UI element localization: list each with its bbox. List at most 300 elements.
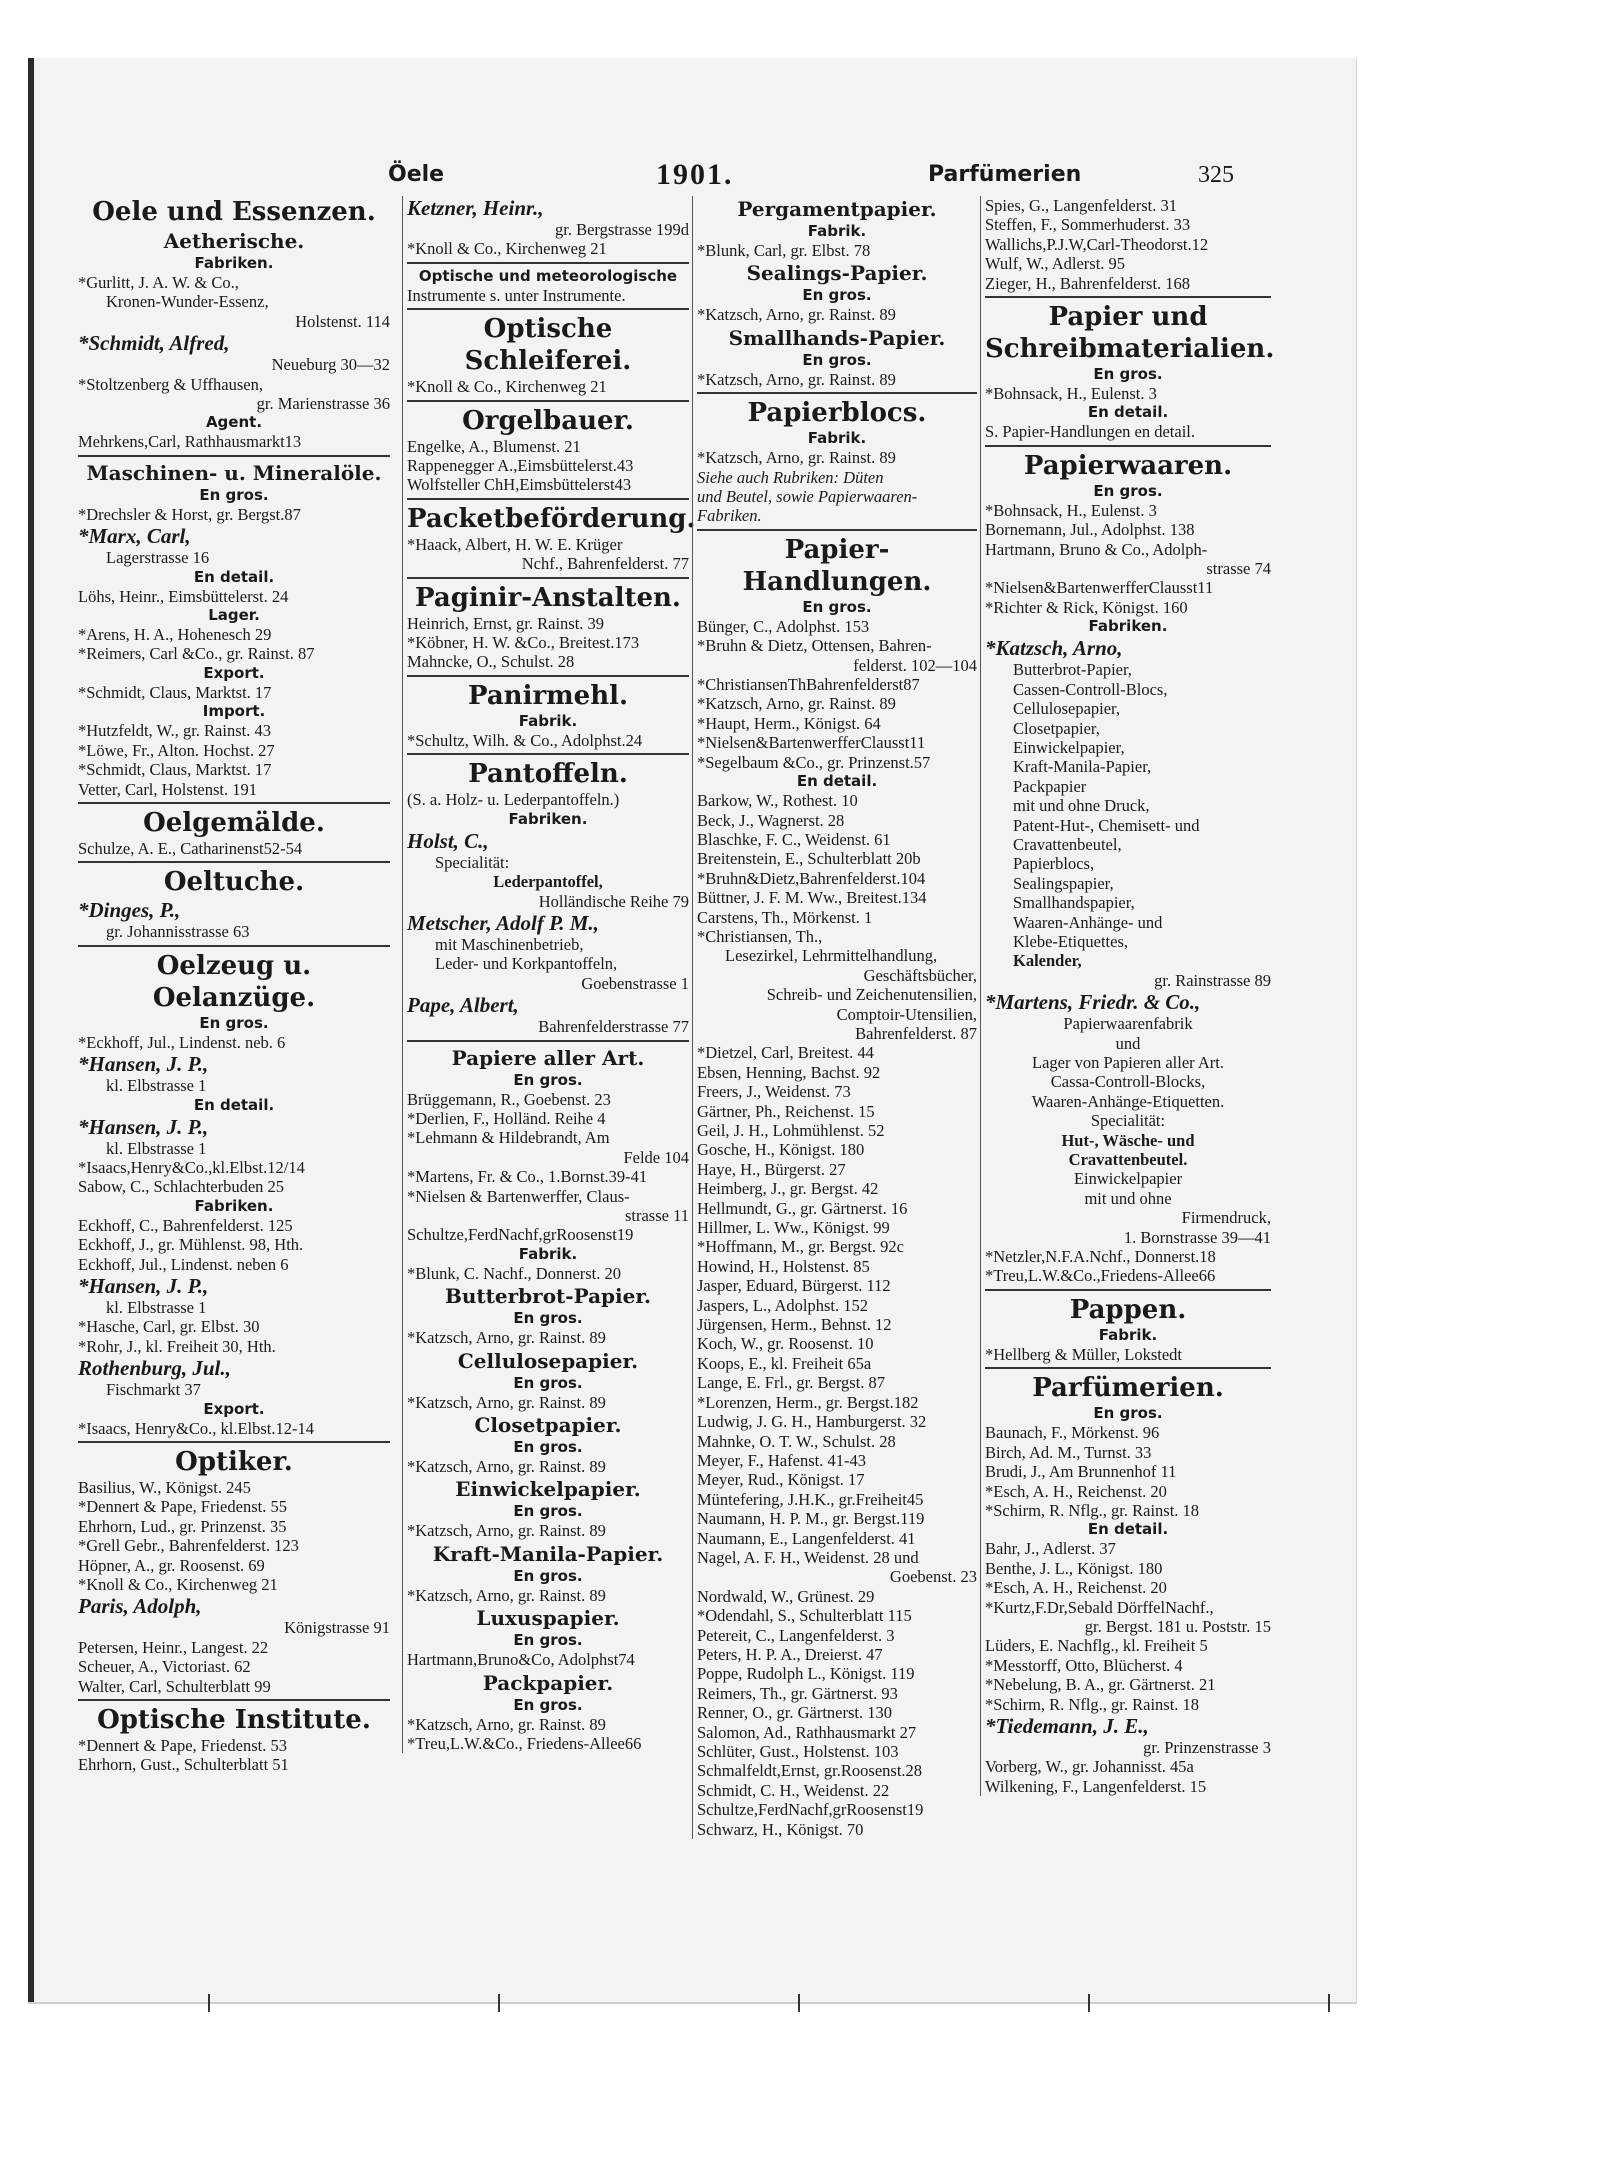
directory-entry: *Messtorff, Otto, Blücherst. 4: [985, 1655, 1183, 1675]
directory-entry: Spies, G., Langenfelderst. 31: [985, 196, 1177, 215]
edge-mark: [208, 1994, 210, 2012]
directory-entry: gr. Marienstrasse 36: [256, 394, 390, 414]
directory-entry: *Segelbaum &Co., gr. Prinzenst.57: [697, 752, 931, 772]
directory-entry: Papierwaarenfabrik: [1063, 1014, 1193, 1034]
directory-entry: Bahr, J., Adlerst. 37: [985, 1539, 1116, 1559]
section-divider: [407, 498, 689, 500]
subsection-label: En gros.: [802, 350, 872, 369]
directory-entry: Naumann, H. P. M., gr. Bergst.119: [697, 1509, 925, 1529]
directory-entry: *Knoll & Co., Kirchenweg 21: [407, 239, 607, 259]
subsection-label: Fabrik.: [518, 711, 578, 730]
directory-entry: Lagerstrasse 16: [106, 548, 210, 568]
directory-entry: Cellulosepapier,: [1013, 699, 1121, 719]
subsection-label: Fabrik.: [1098, 1325, 1158, 1344]
directory-entry: Kraft-Manila-Papier,: [1013, 757, 1152, 777]
directory-entry: Höpner, A., gr. Roosenst. 69: [78, 1555, 265, 1575]
directory-entry: Wulf, W., Adlerst. 95: [985, 254, 1126, 274]
directory-entry: Schultze,FerdNachf,grRoosenst19: [697, 1800, 924, 1820]
section-divider: [407, 262, 689, 264]
directory-entry: kl. Elbstrasse 1: [106, 1297, 207, 1317]
directory-entry: Closetpapier,: [1013, 718, 1100, 738]
subsection-label: En gros.: [802, 597, 872, 616]
section-divider: [985, 1289, 1271, 1291]
directory-entry: *Nielsen&BartenwerfferClausst11: [985, 578, 1214, 598]
section-heading: Papierwaaren.: [1023, 450, 1233, 481]
directory-entry: Hartmann,Bruno&Co, Adolphst74: [407, 1650, 635, 1670]
subsection-label: En gros.: [513, 1695, 583, 1714]
directory-entry: *Dietzel, Carl, Breitest. 44: [697, 1043, 874, 1063]
directory-entry: Hillmer, L. Ww., Königst. 99: [697, 1218, 890, 1238]
directory-entry: und: [1115, 1033, 1141, 1053]
directory-entry: Lesezirkel, Lehrmittelhandlung,: [725, 946, 938, 966]
directory-entry: Mehrkens,Carl, Rathhausmarkt13: [78, 432, 302, 452]
directory-entry: *Bruhn&Dietz,Bahrenfelderst.104: [697, 868, 926, 888]
directory-entry: *Haupt, Herm., Königst. 64: [697, 713, 881, 733]
directory-entry: *Blunk, Carl, gr. Elbst. 78: [697, 241, 871, 260]
subsection-label: En gros.: [199, 1013, 269, 1032]
section-heading: Butterbrot-Papier.: [444, 1284, 651, 1309]
directory-entry: Patent-Hut-, Chemisett- und: [1013, 815, 1200, 835]
directory-entry: Schulze, A. E., Catharinenst52-54: [78, 838, 303, 858]
directory-entry: Eckhoff, J., gr. Mühlenst. 98, Hth.: [78, 1235, 304, 1255]
directory-entry: Scheuer, A., Victoriast. 62: [78, 1657, 251, 1677]
directory-entry: Einwickelpapier,: [1013, 737, 1125, 757]
directory-entry: Ehrhorn, Gust., Schulterblatt 51: [78, 1755, 289, 1775]
directory-entry: *Löwe, Fr., Alton. Hochst. 27: [78, 740, 275, 760]
subsection-label: Fabriken.: [508, 809, 588, 828]
directory-entry: Nchf., Bahrenfelderst. 77: [521, 554, 689, 574]
section-divider: [78, 861, 390, 863]
section-heading: Paginir-Anstalten.: [415, 582, 681, 613]
subsection-label: En gros.: [513, 1631, 583, 1650]
directory-entry: *Reimers, Carl &Co., gr. Rainst. 87: [78, 644, 315, 664]
column-4: [980, 196, 1275, 1796]
directory-entry: Meyer, Rud., Königst. 17: [697, 1470, 865, 1490]
directory-entry: Salomon, Ad., Rathhausmarkt 27: [697, 1722, 917, 1742]
directory-entry: Nagel, A. F. H., Weidenst. 28 und: [697, 1547, 919, 1567]
directory-entry: (S. a. Holz- u. Lederpantoffeln.): [407, 790, 620, 810]
directory-entry: *Hoffmann, M., gr. Bergst. 92c: [697, 1237, 904, 1257]
directory-entry: Ludwig, J. G. H., Hamburgerst. 32: [697, 1412, 927, 1432]
section-heading: Einwickelpapier.: [455, 1477, 641, 1502]
section-divider: [407, 675, 689, 677]
directory-entry: *ChristiansenThBahrenfelderst87: [697, 675, 920, 695]
firm-name: *Katzsch, Arno,: [985, 636, 1123, 661]
subsection-label: Fabrik.: [807, 222, 867, 240]
directory-entry: Mahncke, O., Schulst. 28: [407, 652, 575, 672]
directory-entry: *Kurtz,F.Dr,Sebald DörffelNachf.,: [985, 1597, 1214, 1617]
section-heading: Packetbeförderung.: [407, 503, 696, 534]
directory-entry: *Hellberg & Müller, Lokstedt: [985, 1344, 1183, 1364]
directory-entry: Fischmarkt 37: [106, 1380, 201, 1400]
section-heading: Papierblocs.: [747, 398, 927, 429]
subsection-label: En gros.: [513, 1309, 583, 1328]
subsection-label: En gros.: [802, 286, 872, 305]
directory-entry: *Eckhoff, Jul., Lindenst. neb. 6: [78, 1032, 286, 1052]
directory-entry: *Esch, A. H., Reichenst. 20: [985, 1578, 1167, 1598]
directory-entry: Rappenegger A.,Eimsbüttelerst.43: [407, 456, 634, 476]
firm-name: Holst, C.,: [407, 828, 489, 853]
directory-entry: Walter, Carl, Schulterblatt 99: [78, 1676, 271, 1696]
directory-entry: *Knoll & Co., Kirchenweg 21: [78, 1575, 278, 1595]
subsection-label: En detail.: [1087, 1520, 1169, 1539]
directory-entry: Peters, H. P. A., Dreierst. 47: [697, 1644, 883, 1664]
section-heading: Pantoffeln.: [468, 759, 628, 790]
directory-entry: und Beutel, sowie Papierwaaren-: [697, 487, 918, 507]
directory-entry: Meyer, F., Hafenst. 41-43: [697, 1450, 866, 1470]
section-divider: [78, 802, 390, 804]
directory-entry: Bornemann, Jul., Adolphst. 138: [985, 520, 1195, 540]
firm-name: *Hansen, J. P.,: [78, 1114, 209, 1139]
directory-entry: 1. Bornstrasse 39—41: [1123, 1227, 1271, 1247]
directory-entry: Butterbrot-Papier,: [1013, 660, 1132, 680]
section-heading: Cellulosepapier.: [457, 1348, 639, 1373]
directory-entry: *Katzsch, Arno, gr. Rainst. 89: [697, 694, 896, 714]
directory-entry: *Isaacs, Henry&Co., kl.Elbst.12-14: [78, 1418, 315, 1438]
directory-entry: Klebe-Etiquettes,: [1013, 931, 1129, 951]
firm-name: *Martens, Friedr. & Co.,: [985, 990, 1201, 1015]
firm-name: *Dinges, P.,: [78, 898, 181, 923]
section-divider: [407, 753, 689, 755]
directory-entry: Löhs, Heinr., Eimsbüttelerst. 24: [78, 586, 289, 606]
edge-mark: [798, 1994, 800, 2012]
directory-entry: Koops, E., kl. Freiheit 65a: [697, 1353, 872, 1373]
column-3: [692, 196, 977, 1839]
directory-entry: gr. Johannisstrasse 63: [106, 922, 250, 942]
section-divider: [407, 577, 689, 579]
subsection-label: Export.: [203, 1399, 265, 1418]
directory-entry: Jasper, Eduard, Bürgerst. 112: [697, 1276, 891, 1296]
directory-entry: Heimberg, J., gr. Bergst. 42: [697, 1179, 879, 1199]
directory-entry: Nordwald, W., Grünest. 29: [697, 1586, 875, 1606]
directory-entry: Lange, E. Frl., gr. Bergst. 87: [697, 1373, 886, 1393]
directory-entry: *Treu,L.W.&Co.,Friedens-Allee66: [985, 1266, 1216, 1286]
directory-entry: felderst. 102—104: [853, 655, 977, 675]
directory-entry: Wilkening, F., Langenfelderst. 15: [985, 1776, 1207, 1796]
directory-entry: Koch, W., gr. Roosenst. 10: [697, 1334, 874, 1354]
directory-entry: Bahrenfelderstrasse 77: [538, 1017, 689, 1037]
directory-entry: Müntefering, J.H.K., gr.Freiheit45: [697, 1489, 924, 1509]
directory-entry: *Nebelung, B. A., gr. Gärtnerst. 21: [985, 1675, 1216, 1695]
section-heading: Smallhands-Papier.: [728, 325, 946, 350]
directory-entry: Cassa-Controll-Blocks,: [1050, 1072, 1206, 1092]
directory-entry: *Gurlitt, J. A. W. & Co.,: [78, 273, 239, 292]
section-divider: [78, 1441, 390, 1443]
directory-entry: *Arens, H. A., Hohenesch 29: [78, 625, 272, 645]
subsection-label: En gros.: [1093, 1404, 1163, 1423]
section-heading: Pappen.: [1069, 1294, 1187, 1325]
directory-entry: gr. Bergst. 181 u. Poststr. 15: [1084, 1616, 1271, 1636]
directory-entry: Kalender,: [1013, 951, 1082, 971]
directory-entry: Cravattenbeutel,: [1013, 834, 1122, 854]
directory-entry: Jürgensen, Herm., Behnst. 12: [697, 1315, 892, 1335]
directory-entry: *Katzsch, Arno, gr. Rainst. 89: [407, 1585, 606, 1605]
directory-entry: Bünger, C., Adolphst. 153: [697, 616, 870, 636]
directory-entry: *Lorenzen, Herm., gr. Bergst.182: [697, 1392, 919, 1412]
directory-entry: Ehrhorn, Lud., gr. Prinzenst. 35: [78, 1516, 287, 1536]
subsection-label: En detail.: [1087, 403, 1169, 422]
directory-entry: *Katzsch, Arno, gr. Rainst. 89: [697, 369, 896, 389]
directory-entry: Holländische Reihe 79: [538, 891, 689, 911]
section-heading: Papier und: [1048, 302, 1208, 333]
directory-entry: *Schirm, R. Nflg., gr. Rainst. 18: [985, 1500, 1200, 1520]
directory-entry: Instrumente s. unter Instrumente.: [407, 285, 626, 305]
directory-entry: *Nielsen & Bartenwerffer, Claus-: [407, 1186, 630, 1206]
subsection-label: En detail.: [193, 567, 275, 586]
directory-entry: *Katzsch, Arno, gr. Rainst. 89: [407, 1521, 606, 1541]
directory-entry: *Grell Gebr., Bahrenfelderst. 123: [78, 1536, 299, 1556]
directory-entry: Jaspers, L., Adolphst. 152: [697, 1295, 868, 1315]
subsection-label: En gros.: [1093, 365, 1163, 384]
subsection-label: En gros.: [513, 1502, 583, 1521]
directory-entry: Waaren-Anhänge-Etiquetten.: [1031, 1091, 1225, 1111]
section-divider: [407, 400, 689, 402]
firm-name: *Marx, Carl,: [78, 524, 191, 549]
firm-name: Pape, Albert,: [407, 993, 519, 1018]
directory-entry: *Martens, Fr. & Co., 1.Bornst.39-41: [407, 1167, 648, 1187]
directory-entry: *Schmidt, Claus, Marktst. 17: [78, 760, 272, 780]
directory-entry: Petereit, C., Langenfelderst. 3: [697, 1625, 895, 1645]
firm-name: *Tiedemann, J. E.,: [985, 1713, 1149, 1738]
directory-entry: Birch, Ad. M., Turnst. 33: [985, 1442, 1152, 1462]
directory-entry: *Bohnsack, H., Eulenst. 3: [985, 500, 1157, 520]
directory-entry: *Bruhn & Dietz, Ottensen, Bahren-: [697, 636, 932, 656]
directory-entry: Blaschke, F. C., Weidenst. 61: [697, 829, 891, 849]
directory-entry: Wolfsteller ChH,Eimsbüttelerst43: [407, 475, 632, 495]
directory-entry: Barkow, W., Rothest. 10: [697, 791, 858, 811]
directory-entry: *Dennert & Pape, Friedenst. 55: [78, 1497, 287, 1517]
section-heading: Kraft-Manila-Papier.: [432, 1541, 664, 1566]
section-heading: Oelzeug u. Oelanzüge.: [152, 950, 316, 1013]
directory-entry: Lager von Papieren aller Art.: [1032, 1053, 1224, 1072]
directory-entry: *Hutzfeldt, W., gr. Rainst. 43: [78, 721, 271, 741]
directory-entry: Vorberg, W., gr. Johannisst. 45a: [985, 1757, 1194, 1777]
directory-entry: Hellmundt, G., gr. Gärtnerst. 16: [697, 1198, 908, 1218]
edge-mark: [1088, 1994, 1090, 2012]
directory-entry: Gärtner, Ph., Reichenst. 15: [697, 1101, 875, 1121]
directory-entry: *Katzsch, Arno, gr. Rainst. 89: [407, 1457, 606, 1476]
edge-mark: [498, 1994, 500, 2012]
section-heading: Aetherische.: [163, 229, 305, 253]
column-1: [78, 196, 390, 1775]
directory-entry: Freers, J., Weidenst. 73: [697, 1082, 851, 1102]
directory-entry: gr. Bergstrasse 199d: [555, 220, 689, 239]
page-header: [28, 158, 1356, 198]
section-heading: Panirmehl.: [467, 680, 629, 711]
section-divider: [697, 392, 977, 394]
directory-entry: Kronen-Wunder-Essenz,: [106, 292, 269, 312]
directory-entry: *Richter & Rick, Königst. 160: [985, 597, 1188, 617]
directory-entry: Schmidt, C. H., Weidenst. 22: [697, 1780, 890, 1800]
firm-name: Metscher, Adolf P. M.,: [407, 910, 599, 935]
directory-entry: Eckhoff, C., Bahrenfelderst. 125: [78, 1215, 293, 1235]
directory-entry: Renner, O., gr. Gärtnerst. 130: [697, 1703, 893, 1723]
directory-entry: Packpapier: [1013, 776, 1087, 796]
directory-entry: Schlüter, Gust., Holstenst. 103: [697, 1742, 899, 1761]
section-divider: [78, 455, 390, 457]
directory-entry: Eckhoff, Jul., Lindenst. neben 6: [78, 1254, 289, 1274]
directory-entry: S. Papier-Handlungen en detail.: [985, 422, 1195, 442]
directory-entry: Goebenstrasse 1: [581, 973, 689, 993]
directory-entry: Baunach, F., Mörkenst. 96: [985, 1423, 1160, 1443]
section-heading: Oelgemälde.: [143, 807, 325, 838]
directory-entry: Cravattenbeutel.: [1068, 1150, 1188, 1170]
directory-entry: strasse 11: [624, 1205, 689, 1225]
directory-entry: Haye, H., Bürgerst. 27: [697, 1159, 846, 1179]
directory-entry: Firmendruck,: [1181, 1208, 1271, 1228]
subsection-label: Lager.: [208, 606, 260, 625]
directory-entry: Lederpantoffel,: [493, 872, 603, 892]
directory-entry: Specialität:: [435, 852, 510, 872]
subsection-label: Fabriken.: [1088, 617, 1168, 636]
section-heading: Parfümerien.: [1032, 1373, 1224, 1404]
directory-entry: *Haack, Albert, H. W. E. Krüger: [407, 534, 623, 554]
directory-entry: Geil, J. H., Lohmühlenst. 52: [697, 1121, 885, 1140]
header-right: Parfümerien: [928, 162, 1082, 187]
subsection-label: Import.: [202, 702, 266, 721]
section-divider: [407, 1040, 689, 1042]
directory-entry: *Netzler,N.F.A.Nchf., Donnerst.18: [985, 1247, 1216, 1267]
subsection-label: En gros.: [513, 1070, 583, 1089]
directory-entry: *Schultz, Wilh. & Co., Adolphst.24: [407, 730, 643, 750]
section-heading: Oele und Essenzen.: [92, 197, 376, 227]
directory-entry: *Derlien, F., Holländ. Reihe 4: [407, 1108, 606, 1128]
directory-entry: Felde 104: [623, 1147, 689, 1167]
directory-entry: *Dennert & Pape, Friedenst. 53: [78, 1736, 287, 1756]
directory-entry: Wallichs,P.J.W,Carl-Theodorst.12: [985, 234, 1209, 254]
page-bottom-edge: [28, 2002, 1356, 2012]
directory-entry: Leder- und Korkpantoffeln,: [435, 954, 618, 974]
section-heading: Packpapier.: [482, 1670, 614, 1695]
directory-entry: Königstrasse 91: [284, 1618, 390, 1638]
subsection-label: Fabrik.: [807, 429, 867, 448]
directory-entry: *Köbner, H. W. &Co., Breitest.173: [407, 633, 640, 653]
firm-name: Rothenburg, Jul.,: [78, 1356, 231, 1381]
binding-edge: [28, 58, 34, 2002]
directory-entry: Comptoir-Utensilien,: [836, 1004, 977, 1024]
directory-entry: kl. Elbstrasse 1: [106, 1138, 207, 1158]
directory-entry: *Bohnsack, H., Eulenst. 3: [985, 384, 1157, 404]
subsection-label: En gros.: [199, 485, 269, 504]
directory-entry: Carstens, Th., Mörkenst. 1: [697, 907, 873, 927]
firm-name: *Hansen, J. P.,: [78, 1052, 209, 1077]
directory-entry: *Blunk, C. Nachf., Donnerst. 20: [407, 1263, 622, 1283]
subsection-label: En gros.: [513, 1566, 583, 1585]
directory-entry: Engelke, A., Blumenst. 21: [407, 436, 581, 456]
directory-entry: Specialität:: [1090, 1111, 1166, 1131]
section-heading: Orgelbauer.: [462, 405, 634, 436]
directory-entry: Büttner, J. F. M. Ww., Breitest.134: [697, 888, 927, 908]
directory-entry: Brüggemann, R., Goebenst. 23: [407, 1089, 611, 1109]
firm-name: *Hansen, J. P.,: [78, 1273, 209, 1298]
directory-entry: strasse 74: [1206, 559, 1271, 579]
directory-entry: *Katzsch, Arno, gr. Rainst. 89: [407, 1328, 606, 1348]
directory-entry: *Knoll & Co., Kirchenweg 21: [407, 377, 607, 397]
section-heading: Schreibmaterialien.: [985, 334, 1275, 365]
directory-entry: *Christiansen, Th.,: [697, 926, 823, 946]
directory-entry: *Katzsch, Arno, gr. Rainst. 89: [407, 1392, 606, 1412]
directory-entry: Vetter, Carl, Holstenst. 191: [78, 779, 257, 799]
subsection-label: Fabrik.: [518, 1244, 578, 1263]
directory-entry: Schreib- und Zeichenutensilien,: [766, 985, 977, 1005]
directory-entry: Fabriken.: [697, 506, 762, 526]
directory-entry: Gosche, H., Königst. 180: [697, 1140, 865, 1160]
directory-entry: *Hasche, Carl, gr. Elbst. 30: [78, 1317, 260, 1337]
firm-name: *Schmidt, Alfred,: [78, 331, 230, 356]
directory-entry: *Nielsen&BartenwerfferClausst11: [697, 733, 926, 753]
directory-entry: *Rohr, J., kl. Freiheit 30, Hth.: [78, 1336, 276, 1356]
page-number: 325: [1198, 162, 1234, 188]
directory-entry: *Katzsch, Arno, gr. Rainst. 89: [697, 305, 896, 325]
directory-entry: mit Maschinenbetrieb,: [435, 934, 584, 954]
section-heading: Closetpapier.: [474, 1413, 622, 1437]
section-heading: Optiker.: [175, 1447, 293, 1477]
directory-entry: Geschäftsbücher,: [863, 965, 977, 985]
directory-entry: Brudi, J., Am Brunnenhof 11: [985, 1462, 1177, 1482]
section-heading: Pergamentpapier.: [737, 197, 937, 221]
directory-entry: Schultze,FerdNachf,grRoosenst19: [407, 1225, 634, 1245]
subsection-label: En detail.: [193, 1095, 275, 1114]
subsection-label: Fabriken.: [194, 254, 274, 272]
firm-name: Paris, Adolph,: [78, 1594, 202, 1619]
directory-entry: Basilius, W., Königst. 245: [78, 1478, 251, 1497]
directory-entry: Goebenst. 23: [889, 1567, 977, 1587]
column-2: [402, 196, 696, 1754]
section-divider: [78, 1699, 390, 1701]
directory-entry: *Lehmann & Hildebrandt, Am: [407, 1128, 610, 1148]
directory-entry: Bahrenfelderst. 87: [855, 1023, 977, 1043]
section-heading: Optische Schleiferei.: [464, 314, 632, 377]
subsection-label: Agent.: [205, 413, 263, 432]
directory-entry: Papierblocs,: [1013, 854, 1095, 874]
directory-entry: Neueburg 30—32: [271, 355, 390, 375]
directory-entry: *Esch, A. H., Reichenst. 20: [985, 1481, 1167, 1501]
subsection-label: En gros.: [513, 1373, 583, 1392]
subsection-label: Fabriken.: [194, 1196, 274, 1215]
directory-entry: gr. Prinzenstrasse 3: [1143, 1737, 1271, 1757]
section-divider: [78, 945, 390, 947]
section-heading: Luxuspapier.: [476, 1606, 620, 1631]
directory-entry: Steffen, F., Sommerhuderst. 33: [985, 215, 1191, 235]
subsection-label: En gros.: [513, 1438, 583, 1456]
directory-entry: Mahnke, O. T. W., Schulst. 28: [697, 1431, 896, 1451]
directory-entry: *Treu,L.W.&Co., Friedens-Allee66: [407, 1734, 642, 1754]
directory-entry: Schmalfeldt,Ernst, gr.Roosenst.28: [697, 1761, 923, 1781]
directory-entry: Hut-, Wäsche- und: [1061, 1130, 1195, 1150]
section-divider: [985, 1367, 1271, 1369]
directory-entry: Heinrich, Ernst, gr. Rainst. 39: [407, 613, 605, 633]
firm-name: Ketzner, Heinr.,: [407, 196, 544, 220]
directory-entry: Einwickelpapier: [1073, 1169, 1183, 1189]
directory-entry: Zieger, H., Bahrenfelderst. 168: [985, 273, 1191, 293]
directory-entry: kl. Elbstrasse 1: [106, 1076, 207, 1096]
subsection-label: En detail.: [796, 772, 878, 791]
section-divider: [985, 296, 1271, 298]
section-heading: Papiere aller Art.: [451, 1045, 645, 1070]
directory-entry: Reimers, Th., gr. Gärtnerst. 93: [697, 1683, 898, 1703]
directory-entry: Waaren-Anhänge- und: [1013, 912, 1163, 932]
section-divider: [985, 445, 1271, 447]
directory-entry: Hartmann, Bruno & Co., Adolph-: [985, 539, 1208, 559]
directory-entry: Howind, H., Holstenst. 85: [697, 1256, 870, 1276]
section-divider: [697, 529, 977, 531]
directory-entry: *Katzsch, Arno, gr. Rainst. 89: [407, 1714, 606, 1734]
directory-entry: Breitenstein, E., Schulterblatt 20b: [697, 849, 921, 869]
directory-entry: Sabow, C., Schlachterbuden 25: [78, 1177, 285, 1197]
directory-entry: mit und ohne: [1084, 1188, 1172, 1208]
section-heading: Maschinen- u. Mineralöle.: [86, 460, 382, 485]
scanned-page: [28, 58, 1357, 2004]
